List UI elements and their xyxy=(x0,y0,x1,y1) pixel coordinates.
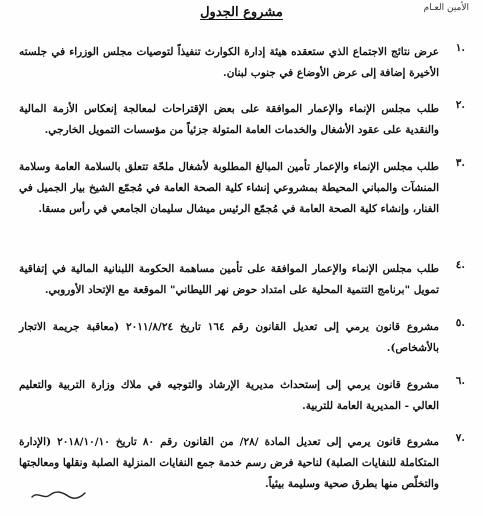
item-text: عرض نتائج الاجتماع الذي ستعقده هيئة إدارة الكوارث تنفيذاً لتوصيات مجلس الوزراء في جلسته الأخيرة إضافة إلى عرض الأوضاع في جنوب لبنان. xyxy=(19,46,439,79)
item-text: مشروع قانون يرمي إلى تعديل القانون رقم ١٦٤ تاريخ ٢٠١١/٨/٢٤ (معاقبة جريمة الاتجار بالأشخاص). xyxy=(19,321,439,354)
item-number: .٤ xyxy=(455,259,465,271)
item-text: طلب مجلس الإنماء والإعمار الموافقة على بعض الإقتراحات لمعالجة إنعكاس الأزمة المالية والنقدية على عقود الأشغال والخدمات العامة المتولة جزئياً من مؤسسات التمويل الخارجي. xyxy=(19,103,439,136)
item-number: .٣ xyxy=(455,157,465,169)
handwritten-mark xyxy=(28,488,88,502)
item-text: مشروع قانون يرمي إلى تعديل المادة /٢٨/ من القانون رقم ٨٠ تاريخ ٢٠١٨/١٠/١٠ (الإدارة المتكاملة للنفايات الصلبة) لناحية فرض رسم خدمة جمع النفايات المنزلية الصلبة ونقلها ومعالجتها والتخلّص منها بطرق صحية وسليمة بيئياً. xyxy=(19,436,440,490)
item-number: .١ xyxy=(455,42,465,54)
page-title: مشروع الجدول xyxy=(200,5,283,20)
item-text: طلب مجلس الإنماء والإعمار تأمين المبالغ المطلوبة لأشغال ملحّة تتعلق بالسلامة العامة وسلامة المنشآت والمباني المحيطة بمشروعي إنشاء كلية الصحة العامة في مُجمّع الشيخ بيار الجميل في الفنار، وإنشاء كلية الصحة العامة في مُجمّع الرئيس ميشال سليمان الجامعي في رأس مسقا. xyxy=(19,161,439,215)
item-text: طلب مجلس الإنماء والإعمار الموافقة على تأمين مساهمة الحكومة اللبنانية المالية في إتفاقية تمويل "برنامج التنمية المحلية على امتداد حوض نهر الليطاني" الموقعة مع الإتحاد الأوروبي. xyxy=(19,263,439,296)
item-text: مشروع قانون يرمي إلى إستحداث مديرية الإرشاد والتوجيه في ملاك وزارة التربية والتعليم العالي - المديرية العامة للتربية. xyxy=(19,379,439,412)
item-number: .٥ xyxy=(455,317,465,329)
corner-note: الأمين العـام xyxy=(423,3,469,13)
item-number: .٦ xyxy=(455,375,465,387)
item-number: .٧ xyxy=(455,432,465,444)
item-number: .٢ xyxy=(455,99,465,111)
